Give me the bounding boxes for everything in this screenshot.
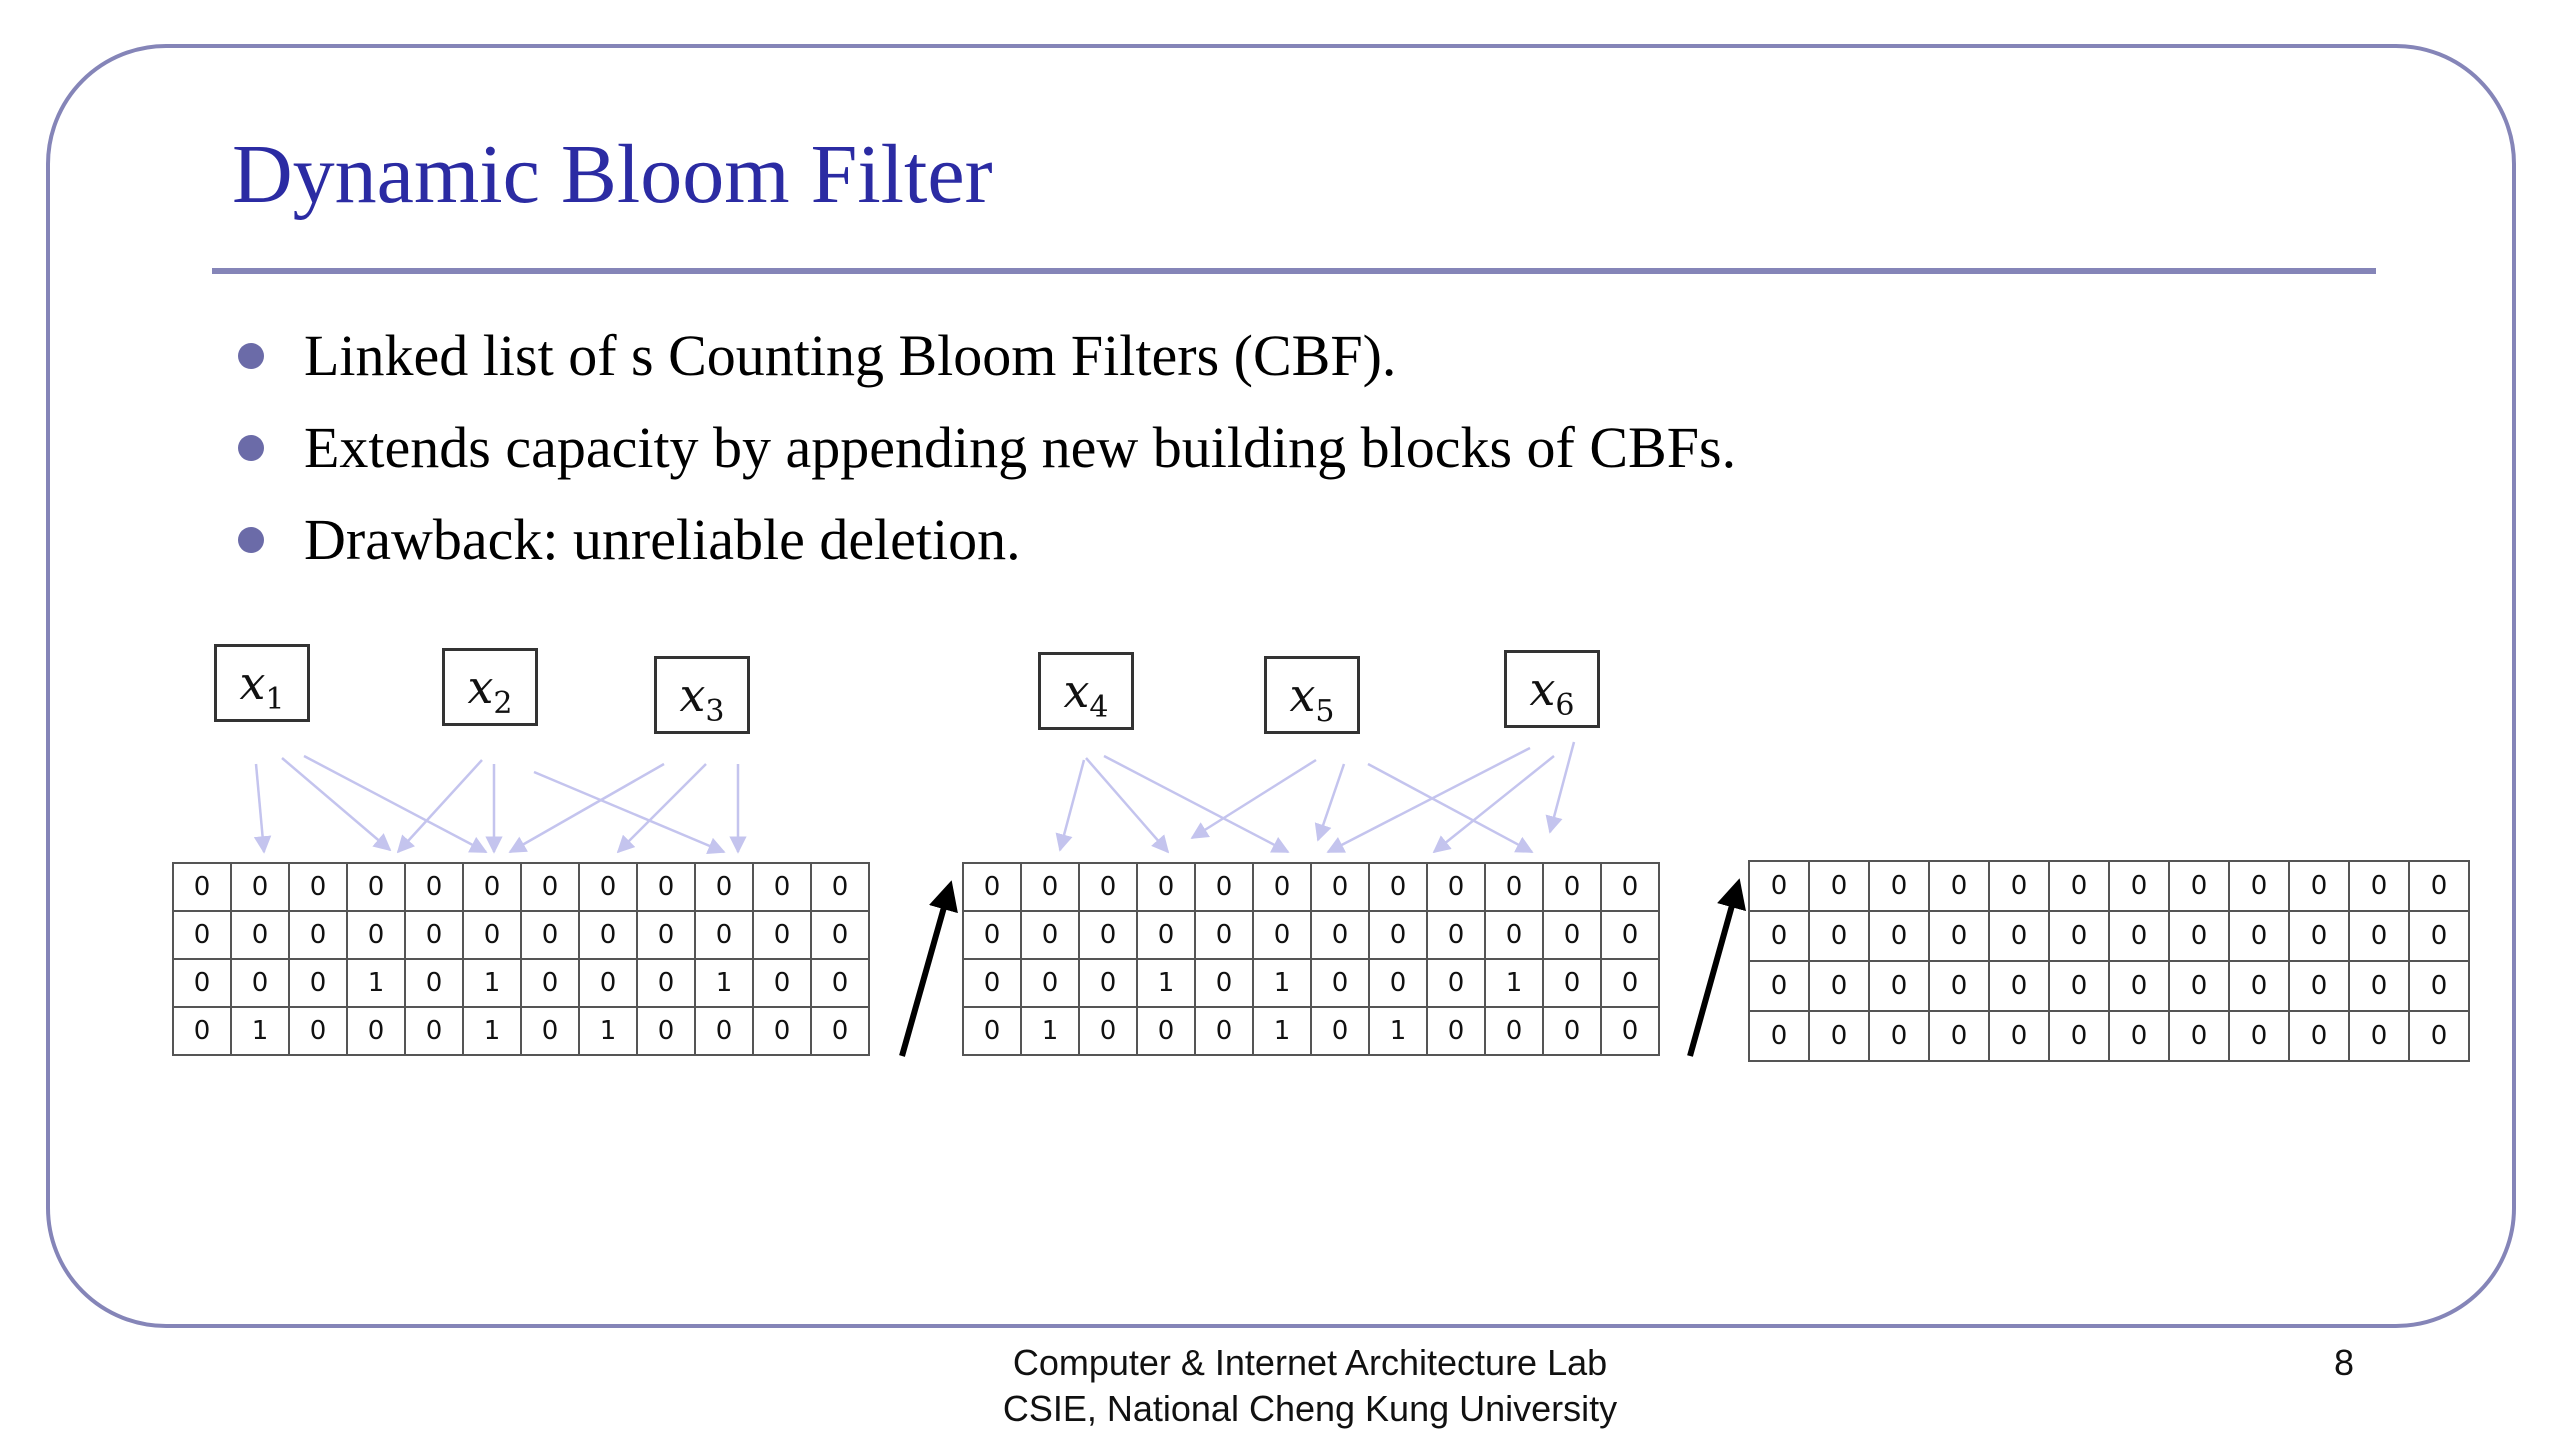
counter-cell: 0 (1195, 959, 1253, 1007)
counter-cell: 0 (2289, 861, 2349, 911)
counter-cell: 0 (1137, 911, 1195, 959)
counter-cell: 0 (963, 959, 1021, 1007)
counter-cell: 0 (579, 959, 637, 1007)
counter-cell: 0 (347, 1007, 405, 1055)
counter-cell: 0 (1079, 959, 1137, 1007)
counter-cell: 0 (579, 911, 637, 959)
counter-cell: 0 (1929, 911, 1989, 961)
input-subscript: 2 (493, 686, 513, 721)
counter-cell: 0 (1989, 911, 2049, 961)
counter-cell: 0 (1021, 911, 1079, 959)
input-label: x (1289, 668, 1316, 722)
counter-cell: 0 (1543, 959, 1601, 1007)
counter-cell: 0 (637, 959, 695, 1007)
counter-cell: 1 (1021, 1007, 1079, 1055)
counter-cell: 0 (1427, 863, 1485, 911)
counter-cell: 0 (1543, 863, 1601, 911)
counter-cell: 0 (963, 863, 1021, 911)
footer-lab-name (900, 1340, 1720, 1432)
counter-cell: 0 (1195, 1007, 1253, 1055)
input-subscript: 3 (705, 694, 725, 729)
counter-cell: 0 (347, 911, 405, 959)
counter-cell: 0 (2109, 961, 2169, 1011)
bullet-text: Extends capacity by appending new building blocks of CBFs. (304, 415, 1737, 480)
counter-cell: 0 (2049, 1011, 2109, 1061)
counter-cell: 0 (2109, 861, 2169, 911)
input-subscript: 1 (265, 682, 285, 717)
counter-cell: 0 (2049, 961, 2109, 1011)
counter-cell: 1 (1485, 959, 1543, 1007)
hash-arrows-group-2 (1060, 742, 1574, 852)
slide-title: Dynamic Bloom Filter (232, 128, 993, 221)
counter-cell: 0 (695, 1007, 753, 1055)
hash-arrow (1086, 758, 1168, 852)
input-label: x (239, 656, 266, 710)
counter-cell: 0 (1749, 1011, 1809, 1061)
counter-cell: 0 (1079, 1007, 1137, 1055)
counter-cell: 0 (1021, 959, 1079, 1007)
counter-cell: 0 (753, 863, 811, 911)
counter-cell: 0 (1369, 911, 1427, 959)
counter-cell: 0 (1253, 911, 1311, 959)
counter-cell: 0 (1809, 911, 1869, 961)
counter-cell: 0 (1749, 961, 1809, 1011)
counter-cell: 1 (1137, 959, 1195, 1007)
counter-cell: 0 (1137, 1007, 1195, 1055)
counter-cell: 0 (2349, 961, 2409, 1011)
counter-cell: 0 (1427, 959, 1485, 1007)
hash-arrow (256, 764, 264, 852)
counter-cell: 0 (1543, 1007, 1601, 1055)
counter-cell: 0 (2049, 911, 2109, 961)
counter-cell: 0 (2409, 861, 2469, 911)
counter-cell: 0 (1809, 1011, 1869, 1061)
counter-cell: 0 (289, 959, 347, 1007)
counter-cell: 0 (405, 1007, 463, 1055)
counter-cell: 0 (463, 863, 521, 911)
counter-cell: 0 (1253, 863, 1311, 911)
counter-cell: 0 (2349, 861, 2409, 911)
counter-cell: 0 (2169, 861, 2229, 911)
counter-cell: 0 (1989, 1011, 2049, 1061)
counter-cell: 0 (1137, 863, 1195, 911)
page-number: 8 (2334, 1342, 2355, 1383)
bullet-text: Drawback: unreliable deletion. (304, 507, 1021, 572)
counter-cell: 1 (695, 959, 753, 1007)
counter-cell: 0 (521, 1007, 579, 1055)
counter-cell: 0 (2169, 911, 2229, 961)
input-label: x (679, 668, 706, 722)
counter-cell: 1 (1253, 1007, 1311, 1055)
counter-cell: 0 (405, 959, 463, 1007)
counter-cell: 0 (637, 911, 695, 959)
hash-arrow (1434, 756, 1554, 852)
counter-cell: 0 (521, 959, 579, 1007)
input-label: x (1529, 662, 1556, 716)
input-subscript: 6 (1555, 688, 1575, 723)
counter-cell: 0 (289, 911, 347, 959)
counter-cell: 0 (811, 959, 869, 1007)
counter-cell: 0 (1989, 861, 2049, 911)
counter-cell: 0 (2109, 1011, 2169, 1061)
counter-cell: 0 (2409, 1011, 2469, 1061)
counter-cell: 1 (231, 1007, 289, 1055)
hash-arrow (1104, 756, 1288, 852)
counter-cell: 0 (1485, 1007, 1543, 1055)
counter-cell: 0 (173, 1007, 231, 1055)
counter-cell: 0 (963, 1007, 1021, 1055)
cbf-link-arrow-1 (902, 886, 950, 1056)
counter-cell: 0 (289, 863, 347, 911)
counter-cell: 0 (2349, 911, 2409, 961)
counter-cell: 0 (1869, 861, 1929, 911)
counter-cell: 0 (1749, 911, 1809, 961)
counter-cell: 0 (1079, 863, 1137, 911)
footer-line-2: CSIE, National Cheng Kung University (1002, 1388, 1618, 1429)
counter-cell: 0 (2409, 911, 2469, 961)
counter-cell: 0 (521, 911, 579, 959)
counter-cell: 0 (1601, 959, 1659, 1007)
hash-arrow (1192, 760, 1316, 838)
cbf-link-arrow-2 (1690, 884, 1738, 1056)
counter-cell: 0 (2289, 961, 2349, 1011)
counter-cell: 0 (2289, 911, 2349, 961)
input-subscript: 5 (1315, 694, 1335, 729)
counter-cell: 0 (963, 911, 1021, 959)
counter-cell: 0 (695, 911, 753, 959)
counter-cell: 0 (2349, 1011, 2409, 1061)
counter-cell: 1 (463, 1007, 521, 1055)
counter-cell: 0 (753, 1007, 811, 1055)
counter-cell: 0 (1929, 961, 1989, 1011)
counter-cell: 0 (1929, 861, 1989, 911)
counter-cell: 0 (231, 911, 289, 959)
counter-cell: 0 (695, 863, 753, 911)
counter-cell: 0 (1369, 959, 1427, 1007)
counter-cell: 0 (1195, 863, 1253, 911)
counter-cell: 0 (405, 863, 463, 911)
counter-cell: 0 (173, 863, 231, 911)
counter-cell: 0 (1311, 959, 1369, 1007)
counter-cell: 0 (1195, 911, 1253, 959)
counter-cell: 0 (231, 959, 289, 1007)
counter-cell: 1 (579, 1007, 637, 1055)
hash-arrow (398, 760, 482, 852)
hash-arrow (1060, 760, 1084, 850)
hash-arrow (510, 764, 664, 852)
counter-cell: 0 (753, 959, 811, 1007)
counter-cell: 0 (1989, 961, 2049, 1011)
counter-cell: 0 (2229, 961, 2289, 1011)
counter-cell: 0 (405, 911, 463, 959)
counter-cell: 0 (521, 863, 579, 911)
counter-cell: 0 (1601, 1007, 1659, 1055)
bullet-text: Linked list of s Counting Bloom Filters (CBF). (304, 323, 1397, 388)
hash-arrows-group-1 (256, 756, 738, 852)
counter-cell: 0 (1021, 863, 1079, 911)
input-label: x (467, 660, 494, 714)
counter-cell: 0 (2229, 1011, 2289, 1061)
input-label: x (1063, 664, 1090, 718)
counter-cell: 0 (2229, 911, 2289, 961)
counter-cell: 0 (637, 863, 695, 911)
counter-cell: 0 (811, 863, 869, 911)
counter-cell: 1 (1253, 959, 1311, 1007)
counter-cell: 0 (2289, 1011, 2349, 1061)
counter-cell: 0 (1369, 863, 1427, 911)
counter-cell: 0 (173, 911, 231, 959)
counter-cell: 0 (1809, 961, 1869, 1011)
counter-cell: 0 (753, 911, 811, 959)
counter-cell: 1 (347, 959, 405, 1007)
counter-cell: 0 (173, 959, 231, 1007)
counter-cell: 0 (1485, 863, 1543, 911)
counter-cell: 0 (1869, 961, 1929, 1011)
counter-cell: 0 (1079, 911, 1137, 959)
counter-cell: 0 (579, 863, 637, 911)
counter-cell: 0 (1869, 911, 1929, 961)
counter-cell: 0 (1869, 1011, 1929, 1061)
counter-cell: 0 (1929, 1011, 1989, 1061)
counter-cell: 0 (1427, 1007, 1485, 1055)
counter-cell: 0 (2109, 911, 2169, 961)
counter-cell: 0 (2169, 961, 2229, 1011)
counter-cell: 0 (1485, 911, 1543, 959)
counter-cell: 0 (2049, 861, 2109, 911)
counter-cell: 0 (231, 863, 289, 911)
counter-cell: 0 (347, 863, 405, 911)
hash-arrow (304, 756, 486, 852)
counter-cell: 1 (1369, 1007, 1427, 1055)
hash-arrow (1318, 764, 1344, 840)
counter-cell: 0 (2169, 1011, 2229, 1061)
counter-cell: 0 (2409, 961, 2469, 1011)
counter-cell: 0 (2229, 861, 2289, 911)
counter-cell: 0 (463, 911, 521, 959)
counter-cell: 0 (1543, 911, 1601, 959)
counter-cell: 0 (1601, 911, 1659, 959)
counter-cell: 0 (1809, 861, 1869, 911)
counter-cell: 0 (1311, 911, 1369, 959)
counter-cell: 0 (811, 1007, 869, 1055)
counter-cell: 0 (289, 1007, 347, 1055)
counter-cell: 1 (463, 959, 521, 1007)
counter-cell: 0 (1601, 863, 1659, 911)
counter-cell: 0 (637, 1007, 695, 1055)
counter-cell: 0 (1311, 863, 1369, 911)
counter-cell: 0 (1749, 861, 1809, 911)
footer-line-1: Computer & Internet Architecture Lab (1012, 1342, 1608, 1383)
input-subscript: 4 (1089, 690, 1109, 725)
counter-cell: 0 (1311, 1007, 1369, 1055)
counter-cell: 0 (1427, 911, 1485, 959)
counter-cell: 0 (811, 911, 869, 959)
